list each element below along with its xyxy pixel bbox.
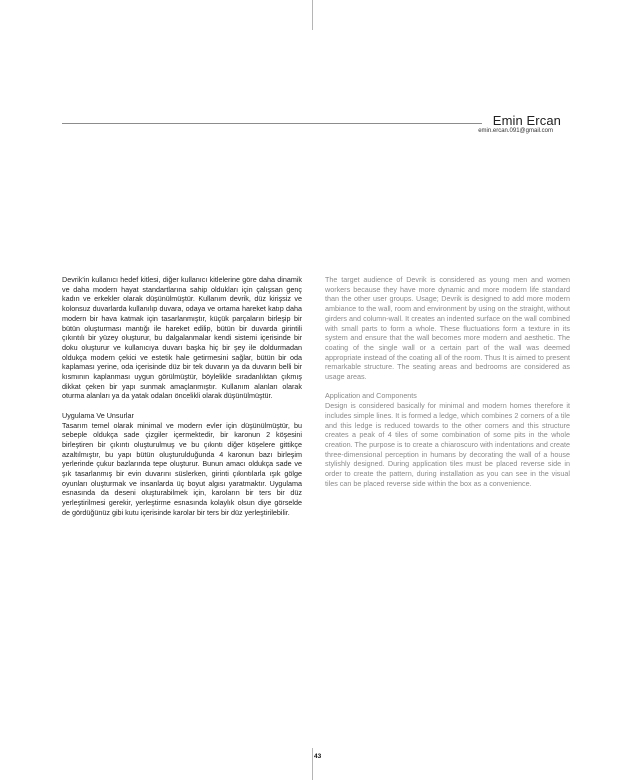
author-name: Emin Ercan bbox=[492, 113, 561, 128]
turkish-section-title: Uygulama Ve Unsurlar bbox=[62, 410, 134, 420]
english-section-title: Application and Components bbox=[325, 391, 417, 401]
english-column bbox=[325, 275, 570, 488]
turkish-column bbox=[62, 275, 302, 518]
header-rule bbox=[62, 123, 482, 124]
english-section-paragraph: Design is considered basically for minimal and modern homes therefore it includes simple lines. It is formed a ledge, which combines 2 corners of a tile and this ledge is reduced towards to the other corners and this structure creates a peak of 4 tiles of some combination of some pits in the whole creation. The purpose is to create a chiaroscuro with indentations and create three-dimensional perception in humans by decorating the wall of a house stylishly designed. During application tiles must be placed reverse side in order to create the pattern, during installation as you can see in the visual tiles can be placed reverse side within the box as a convenience. bbox=[325, 401, 570, 488]
turkish-section-paragraph: Tasarım temel olarak minimal ve modern evler için düşünülmüştür, bu sebeple oldukça sade çizgiler içermektedir, bir karonun 2 köşesini birleştiren bir çıkıntı oluşturulmuş ve bu çıkıntı diğer köşelere gittikçe azaltılmıştır, bu yapı bütün oluşturulduğunda 4 karonun bazı birleşim yerlerinde çukur bazlarında tepe oluşturur. Bunun amacı oldukça sade ve şık tasarlanmış bir evin duvarını süslerken, girinti çıkıntılarla ışık gölge oyunları oluşturmak ve insanlarda üç boyut algısı yaratmaktır. Uygulama esnasında da deseni oluşturabilmek için, karoların bir ters bir düz yerleştirilmesi gerekir, yerleştirme esnasında kolaylık olsun diye görselde de gördüğünüz gibi kutu içerisinde karolar bir ters bir düz yerleştirilebilir. bbox=[62, 420, 302, 517]
page-number: 43 bbox=[314, 753, 322, 760]
turkish-intro-paragraph: Devrik'in kullanıcı hedef kitlesi, diğer kullanıcı kitlelerine göre daha dinamik ve daha modern hayat standartlarına sahip oldukları için çalışsan genç kadın ve erkekler olarak düşünülmüştür. Kullanım devrik, düz kirişsiz ve kolonsuz duvarlarda kullanılıp duvara, odaya ve ortama hareket katıp daha modern bir hava katmak için tasarlanmıştır, küçük parçaların birleşip bir bütün oluşturması mantığı ile hareket edilip, bütün bir duvarda girintili çıkıntılı bir yüzey oluşturur, bu dalgalanmalar kendi sistemi içerisinde bir doku oluşturur ve kullanıcıya duvarı başka hiç bir şey ile doldurmadan oldukça modern çekici ve estetik hale getirmesini sağlar, bütün bir oda kaplaması yerine, oda içerisinde düz bir tek duvarın ya da duvarın belli bir kısmının kaplanması uygun görülmüştür, böylelikle sıradanlıktan çıkmış dikkat çeken bir yapı sunmak amaçlanmıştır. Kullanım alanları olarak oturma alanları ya da yatak odaları öncelikli olarak düşünülmüştür. bbox=[62, 275, 302, 401]
author-email: emin.ercan.091@gmail.com bbox=[478, 128, 553, 134]
english-intro-paragraph: The target audience of Devrik is considered as young men and women workers because they have more dynamic and more modern life standard than the other user groups. Usage; Devrik is designed to add more modern ambiance to the wall, room and environment by using on the straight, without girders and column-wall. It creates an indented surface on the wall combined with small parts to form a whole. These fluctuations form a texture in its system and ensure that the wall becomes more modern and aesthetic. The coating of the single wall or a certain part of the wall was deemed appropriate instead of the coating all of the room. Thus It is aimed to present remarkable structure. The seating areas and bedrooms are considered as usage areas. bbox=[325, 275, 570, 382]
bottom-crop-line bbox=[312, 748, 313, 780]
top-crop-line bbox=[312, 0, 313, 30]
